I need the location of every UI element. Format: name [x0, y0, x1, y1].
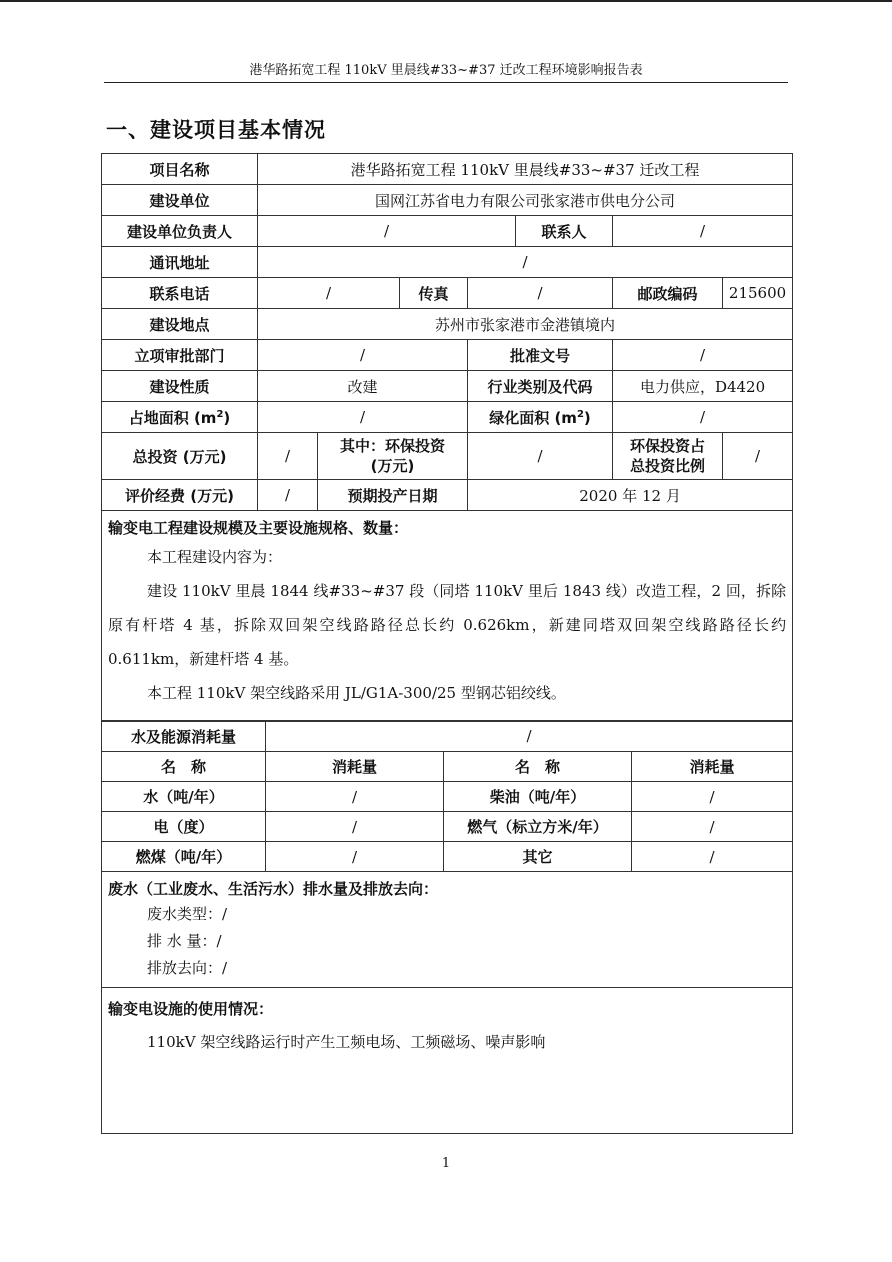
env-invest-label: 其中：环保投资 (万元): [318, 433, 468, 480]
unit-value: 国网江苏省电力有限公司张家港市供电分公司: [258, 185, 793, 216]
contact-label: 联系人: [516, 216, 613, 247]
site-value: 苏州市张家港市金港镇境内: [258, 309, 793, 340]
approval-dept-label: 立项审批部门: [102, 340, 258, 371]
energy-title: 水及能源消耗量: [102, 721, 266, 752]
leader-label: 建设单位负责人: [102, 216, 258, 247]
energy-row-name: 电（度）: [102, 812, 266, 842]
postcode-value: 215600: [723, 278, 793, 309]
approval-dept-value: /: [258, 340, 468, 371]
usage-heading: 输变电设施的使用情况：: [108, 1000, 274, 1018]
wastewater-type: 废水类型：/: [147, 905, 228, 923]
energy-row-value: /: [266, 782, 444, 812]
energy-row-name: 水（吨/年）: [102, 782, 266, 812]
site-label: 建设地点: [102, 309, 258, 340]
address-label: 通讯地址: [102, 247, 258, 278]
phone-value: /: [258, 278, 400, 309]
energy-table: [101, 720, 793, 1134]
project-name-label: 项目名称: [102, 154, 258, 185]
basic-info-table: [101, 153, 793, 722]
green-label: 绿化面积 $(m^2)$: [468, 402, 613, 433]
fax-label: 传真: [400, 278, 468, 309]
fax-value: /: [468, 278, 613, 309]
phone-label: 联系电话: [102, 278, 258, 309]
scale-para-2: 建设 110kV 里晨 1844 线#33~#37 段（同塔 110kV 里后 1843 线）改造工程，2 回，拆除原有杆塔 4 基，拆除双回架空线路路径总长约 0.626km，新建同塔双回架空线路路径长约 0.611km，新建杆塔 4 基。: [108, 582, 787, 668]
leader-value: /: [258, 216, 516, 247]
fee-value: /: [258, 480, 318, 511]
env-invest-value: /: [468, 433, 613, 480]
energy-row-value: /: [632, 782, 793, 812]
top-border: [0, 0, 892, 2]
running-header: 港华路拓宽工程 110kV 里晨线#33~#37 迁改工程环境影响报告表: [249, 63, 643, 78]
scale-para-1: 本工程建设内容为：: [147, 548, 283, 566]
usage-text: 110kV 架空线路运行时产生工频电场、工频磁场、噪声影响: [147, 1033, 546, 1051]
nature-value: 改建: [258, 371, 468, 402]
wastewater-block: [102, 872, 793, 988]
wastewater-heading: 废水（工业废水、生活污水）排水量及排放去向：: [108, 880, 439, 898]
date-value: 2020 年 12 月: [468, 480, 793, 511]
project-name-value: 港华路拓宽工程 110kV 里晨线#33~#37 迁改工程: [258, 154, 793, 185]
energy-row-value: /: [266, 842, 444, 872]
contact-value: /: [613, 216, 793, 247]
area-value: /: [258, 402, 468, 433]
industry-label: 行业类别及代码: [468, 371, 613, 402]
col-name-2: 名 称: [444, 752, 632, 782]
scale-block: [102, 511, 793, 722]
energy-row-value: /: [632, 812, 793, 842]
green-value: /: [613, 402, 793, 433]
usage-block: [102, 988, 793, 1134]
energy-title-value: /: [266, 721, 793, 752]
approval-no-label: 批准文号: [468, 340, 613, 371]
section-title: 一、建设项目基本情况: [106, 118, 326, 142]
date-label: 预期投产日期: [318, 480, 468, 511]
col-name-1: 名 称: [102, 752, 266, 782]
energy-row-value: /: [266, 812, 444, 842]
energy-row-value: /: [632, 842, 793, 872]
col-amount-2: 消耗量: [632, 752, 793, 782]
energy-row-name: 柴油（吨/年）: [444, 782, 632, 812]
scale-heading: 输变电工程建设规模及主要设施规格、数量：: [108, 519, 409, 537]
fee-label: 评价经费 (万元): [102, 480, 258, 511]
postcode-label: 邮政编码: [613, 278, 723, 309]
page-number: 1: [441, 1156, 451, 1171]
industry-value: 电力供应，D4420: [613, 371, 793, 402]
header-rule: [104, 82, 788, 83]
wastewater-dest: 排放去向：/: [147, 959, 228, 977]
area-label: 占地面积 $(m^2)$: [102, 402, 258, 433]
energy-row-name: 燃煤（吨/年）: [102, 842, 266, 872]
unit-label: 建设单位: [102, 185, 258, 216]
invest-label: 总投资 (万元): [102, 433, 258, 480]
col-amount-1: 消耗量: [266, 752, 444, 782]
energy-row-name: 其它: [444, 842, 632, 872]
address-value: /: [258, 247, 793, 278]
env-ratio-value: /: [723, 433, 793, 480]
env-ratio-label: 环保投资占 总投资比例: [613, 433, 723, 480]
energy-row-name: 燃气（标立方米/年）: [444, 812, 632, 842]
approval-no-value: /: [613, 340, 793, 371]
scale-para-3: 本工程 110kV 架空线路采用 JL/G1A-300/25 型钢芯铝绞线。: [147, 684, 566, 702]
nature-label: 建设性质: [102, 371, 258, 402]
invest-value: /: [258, 433, 318, 480]
wastewater-amount: 排 水 量：/: [147, 932, 222, 950]
